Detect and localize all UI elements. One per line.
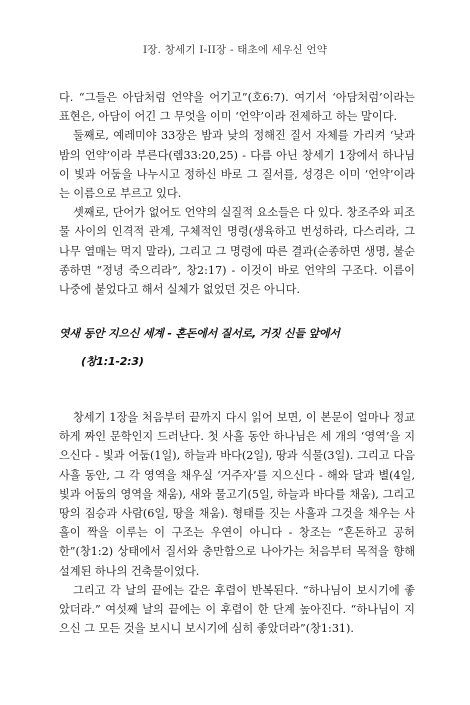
text-block-upper	[59, 88, 415, 299]
paragraph: 그리고 각 날의 끝에는 같은 후렴이 반복된다. “하나님이 보시기에 좋았더라.” 여섯째 날의 끝에는 이 후렴이 한 단계 높아진다. “하나님이 지으신 그 모든 것을 보시니 보시기에 심히 좋았더라”(창1:31).	[59, 583, 415, 636]
paragraph: 둘째로, 예레미야 33장은 밤과 낮의 정해진 질서 자체를 가리켜 ‘낮과 밤의 언약’이라 부른다(렘33:20,25) - 다름 아닌 창세기 1장에서 하나님이 빛과 어둠을 나누시고 정하신 바로 그 질서를, 성경은 이미 ‘언약’이라는 이름으로 부르고 있다.	[59, 129, 415, 201]
paragraph: 창세기 1장을 처음부터 끝까지 다시 읽어 보면, 이 본문이 얼마나 정교하게 짜인 문학인지 드러난다. 첫 사흘 동안 하나님은 세 개의 ‘영역’을 지으신다 - 빛과 어둠(1일), 하늘과 바다(2일), 땅과 식물(3일). 그리고 다음 사흘 동안, 그 각 영역을 채우실 ‘거주자’를 지으신다 - 해와 달과 별(4일, 빛과 어둠의 영역을 채움), 새와 물고기(5일, 하늘과 바다를 채움), 그리고 땅의 짐승과 사람(6일, 땅을 채움). 형태를 짓는 사흘과 그것을 채우는 사흘이 짝을 이루는 이 구조는 우연이 아니다 - 창조는 “혼돈하고 공허한”(창1:2) 상태에서 질서와 충만함으로 나아가는 처음부터 목적을 향해 설계된 하나의 건축물이었다.	[59, 411, 415, 578]
text-block-lower	[59, 408, 415, 638]
section-heading	[59, 325, 415, 371]
section-heading-reference: (창1:1-2:3)	[81, 355, 144, 368]
section-heading-title: 엿새 동안 지으신 세계 - 혼돈에서 질서로, 거짓 신들 앞에서	[59, 327, 340, 340]
paragraph: 다. “그들은 아담처럼 언약을 어기고”(호6:7). 여기서 ‘아담처럼’이라는 표현은, 아담이 어긴 그 무엇을 이미 ‘언약’이라 전제하고 하는 말이다.	[59, 91, 415, 124]
running-header: I장. 창세기 I-II장 - 태초에 세우신 언약	[142, 44, 328, 56]
paragraph: 셋째로, 단어가 없어도 언약의 실질적 요소들은 다 있다. 창조주와 피조물 사이의 인격적 관계, 구체적인 명령(생육하고 번성하라, 다스리라, 그 나무 열매는 먹지 말라), 그리고 그 명령에 따른 결과(순종하면 생명, 불순종하면 “정녕 죽으리라”, 창2:17) - 이것이 바로 언약의 구조다. 이름이 나중에 붙었다고 해서 실체가 없었던 것은 아니다.	[59, 206, 415, 297]
